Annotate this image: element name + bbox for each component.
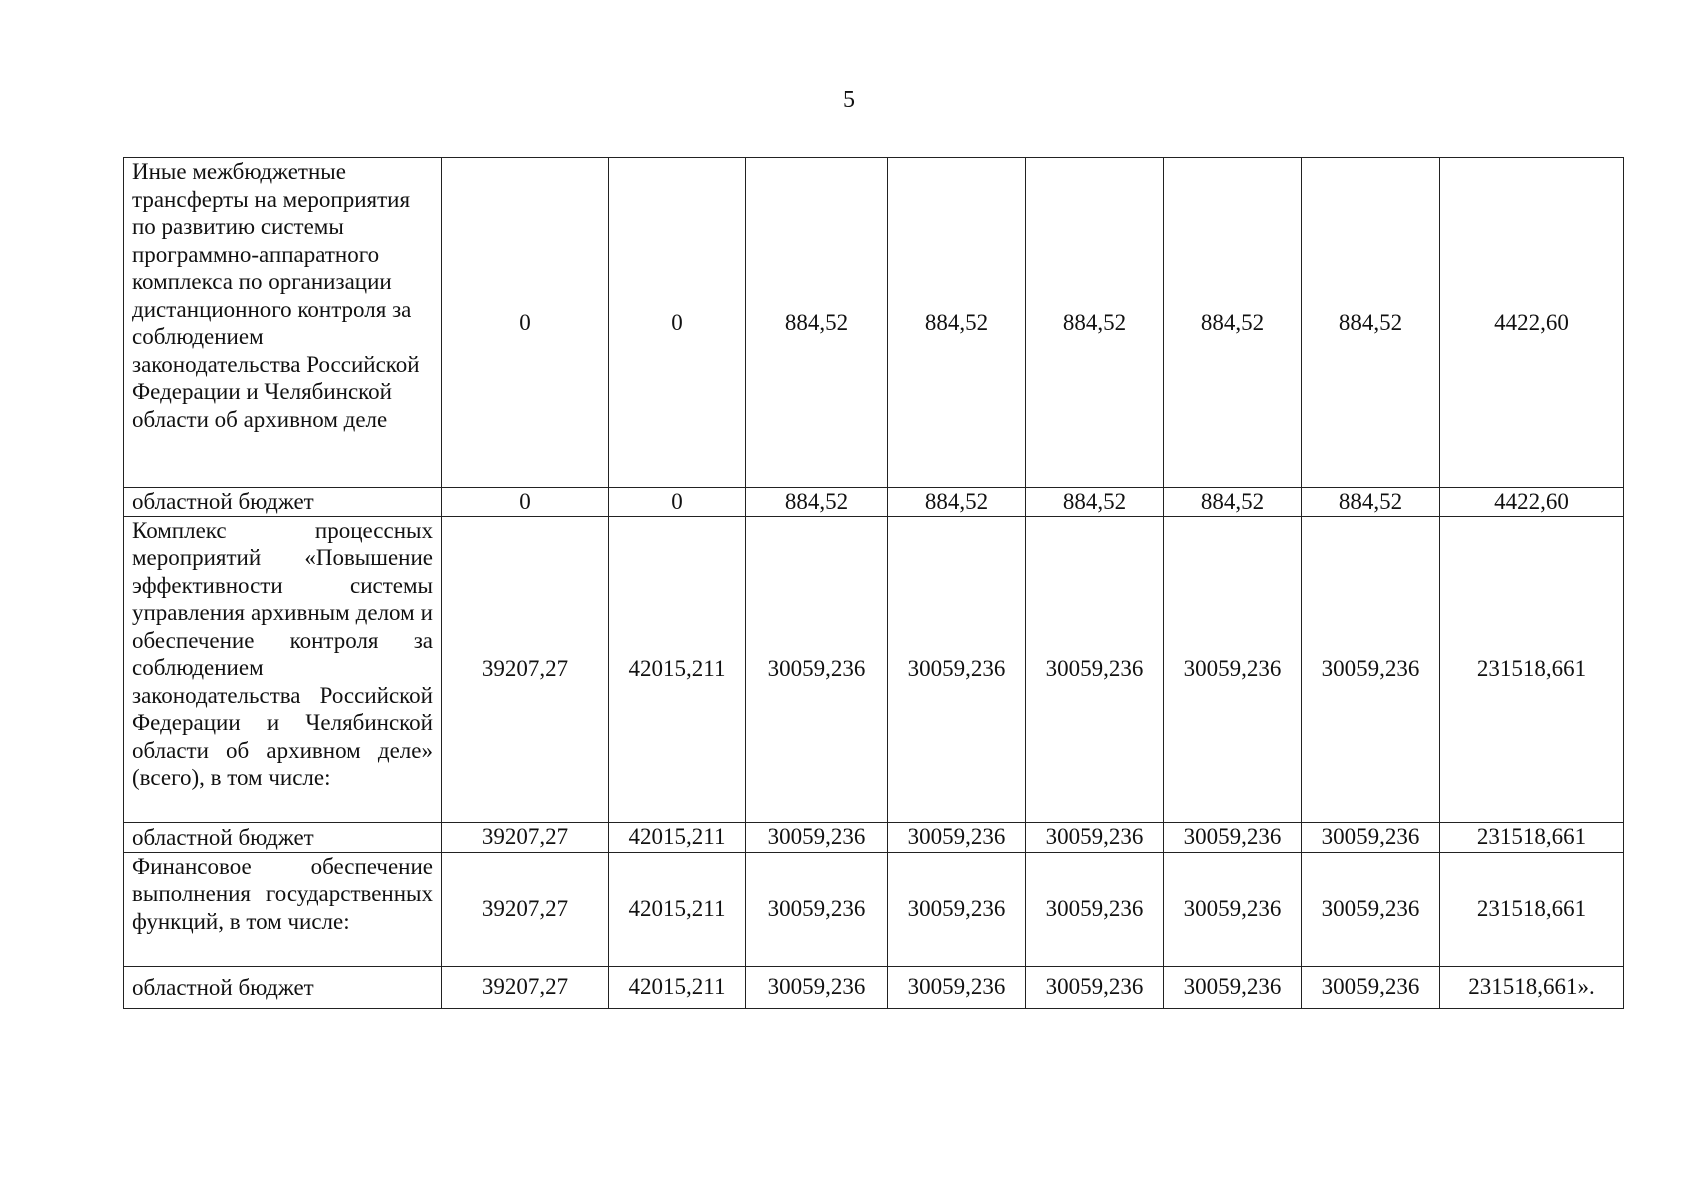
cell-value: 884,52	[888, 158, 1026, 488]
table-row	[124, 822, 1624, 852]
cell-value: 30059,236	[1026, 516, 1164, 822]
cell-value: 30059,236	[746, 852, 888, 966]
cell-total: 231518,661	[1440, 852, 1624, 966]
cell-value: 884,52	[746, 488, 888, 517]
cell-value: 30059,236	[1302, 822, 1440, 852]
cell-value: 0	[609, 488, 746, 517]
cell-value: 30059,236	[746, 966, 888, 1008]
cell-value: 42015,211	[609, 852, 746, 966]
cell-value: 42015,211	[609, 822, 746, 852]
row-label: Комплекс процессных мероприятий «Повышение эффективности системы управления архивным делом и обеспечение контроля за соблюдением законодательства Российской Федерации и Челябинской области об архивном деле» (всего), в том числе:	[124, 516, 442, 822]
cell-total: 231518,661	[1440, 822, 1624, 852]
cell-value: 0	[442, 488, 609, 517]
cell-value: 30059,236	[888, 852, 1026, 966]
cell-value: 30059,236	[1302, 852, 1440, 966]
cell-value: 42015,211	[609, 966, 746, 1008]
table-row	[124, 852, 1624, 966]
budget-table	[123, 157, 1624, 1009]
row-label: областной бюджет	[124, 488, 442, 517]
cell-value: 30059,236	[1302, 516, 1440, 822]
cell-value: 30059,236	[888, 516, 1026, 822]
cell-value: 39207,27	[442, 852, 609, 966]
cell-value: 884,52	[1026, 158, 1164, 488]
table-row	[124, 158, 1624, 488]
cell-value: 30059,236	[1164, 822, 1302, 852]
cell-total: 4422,60	[1440, 158, 1624, 488]
cell-value: 30059,236	[746, 516, 888, 822]
cell-value: 42015,211	[609, 516, 746, 822]
cell-total: 231518,661	[1440, 516, 1624, 822]
page-number: 5	[843, 87, 855, 113]
cell-value: 30059,236	[888, 822, 1026, 852]
cell-value: 30059,236	[1026, 966, 1164, 1008]
cell-value: 30059,236	[888, 966, 1026, 1008]
cell-value: 30059,236	[1026, 822, 1164, 852]
cell-value: 30059,236	[1164, 852, 1302, 966]
cell-value: 39207,27	[442, 966, 609, 1008]
table-row	[124, 516, 1624, 822]
row-label: областной бюджет	[124, 966, 442, 1008]
table-row	[124, 488, 1624, 517]
cell-value: 0	[609, 158, 746, 488]
cell-value: 884,52	[888, 488, 1026, 517]
cell-value: 39207,27	[442, 516, 609, 822]
cell-value: 884,52	[1302, 488, 1440, 517]
row-label: областной бюджет	[124, 822, 442, 852]
cell-value: 30059,236	[1164, 966, 1302, 1008]
cell-value: 884,52	[1164, 158, 1302, 488]
cell-total: 231518,661».	[1440, 966, 1624, 1008]
cell-value: 30059,236	[1302, 966, 1440, 1008]
cell-value: 39207,27	[442, 822, 609, 852]
row-label: Иные межбюджетные трансферты на мероприятия по развитию системы программно-аппаратного комплекса по организации дистанционного контроля за соблюдением законодательства Российской Федерации и Челябинской области об архивном деле	[124, 158, 442, 488]
cell-total: 4422,60	[1440, 488, 1624, 517]
cell-value: 884,52	[1164, 488, 1302, 517]
cell-value: 30059,236	[1164, 516, 1302, 822]
cell-value: 0	[442, 158, 609, 488]
cell-value: 884,52	[1026, 488, 1164, 517]
cell-value: 884,52	[746, 158, 888, 488]
cell-value: 884,52	[1302, 158, 1440, 488]
row-label: Финансовое обеспечение выполнения государственных функций, в том числе:	[124, 852, 442, 966]
table-row	[124, 966, 1624, 1008]
cell-value: 30059,236	[1026, 852, 1164, 966]
cell-value: 30059,236	[746, 822, 888, 852]
